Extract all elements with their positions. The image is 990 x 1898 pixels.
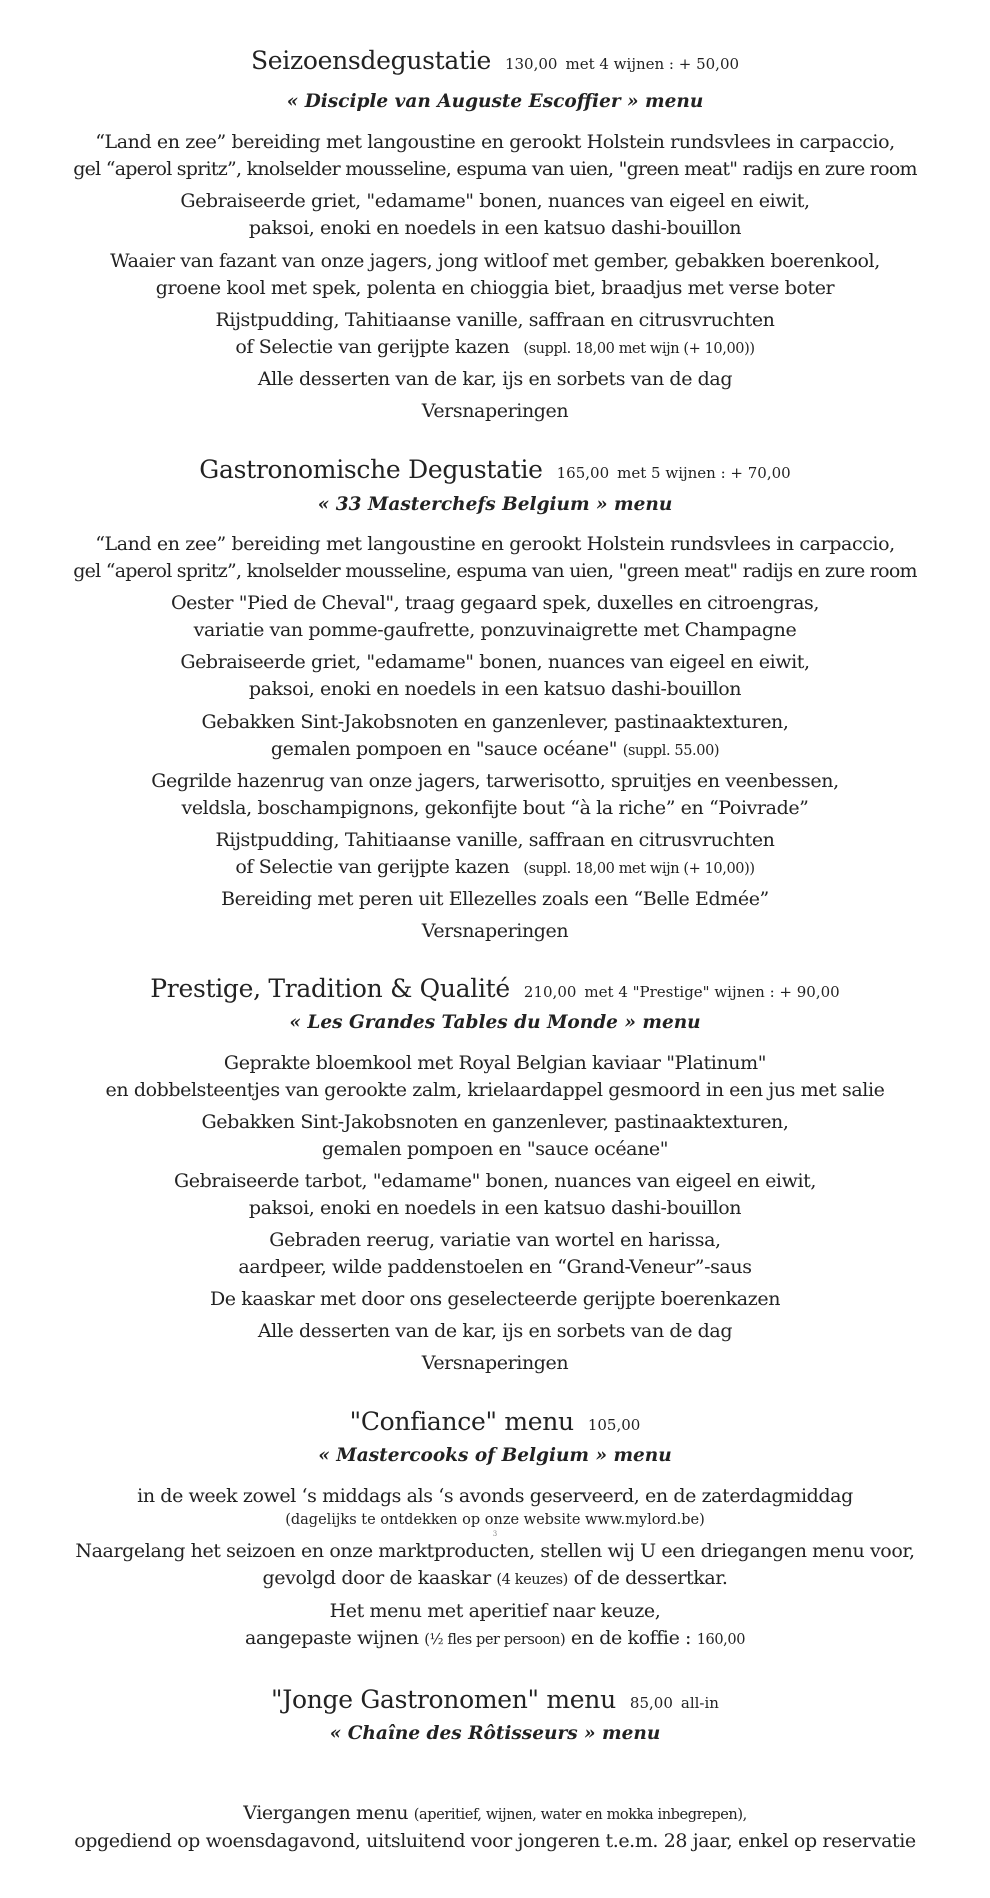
section-2-line-12 [0, 856, 990, 878]
section-4-line-5 [0, 1627, 990, 1649]
section-4-line-3 [0, 1567, 990, 1589]
section-5-heading [0, 1685, 990, 1714]
section-3-line-11: Versnaperingen [421, 1352, 569, 1374]
section-1-wine-price: met 4 wijnen : + 50,00 [565, 55, 740, 73]
section-4-heading [0, 1407, 990, 1436]
section-2-line-11: Rijstpudding, Tahitiaanse vanille, saffraan en citrusvruchten [215, 829, 775, 851]
section-3-line-10: Alle desserten van de kar, ijs en sorbets van de dag [257, 1320, 733, 1342]
section-3-line-8: aardpeer, wilde paddenstoelen en “Grand-Veneur”-saus [238, 1256, 752, 1278]
section-2-line-9: Gegrilde hazenrug van onze jagers, tarwerisotto, spruitjes en veenbessen, [151, 770, 839, 792]
section-1-title: Seizoensdegustatie [250, 46, 491, 75]
section-2-cheese-line: of Selectie van gerijpte kazen [235, 856, 510, 878]
section-5-title: "Jonge Gastronomen" menu [271, 1685, 616, 1714]
section-1-line-2: gel “aperol spritz”, knolselder mousseline, espuma van uien, "green meat" radijs en zure room [73, 158, 917, 180]
section-5-allin: all-in [680, 1694, 719, 1712]
section-4-price: 105,00 [587, 1416, 641, 1434]
section-1-line-9: Alle desserten van de kar, ijs en sorbets van de dag [257, 368, 733, 390]
section-4-title: "Confiance" menu [349, 1407, 574, 1436]
section-2-line-4: variatie van pomme-gaufrette, ponzuvinaigrette met Champagne [193, 619, 797, 641]
section-4-line-1: in de week zowel ‘s middags als ‘s avonds geserveerd, en de zaterdagmiddag [137, 1485, 853, 1507]
section-2-line-7: Gebakken Sint-Jakobsnoten en ganzenlever, pastinaaktexturen, [201, 711, 789, 733]
section-2-line-3: Oester "Pied de Cheval", traag gegaard spek, duxelles en citroengras, [170, 592, 820, 614]
section-1-cheese-supplement: (suppl. 18,00 met wijn (+ 10,00)) [523, 341, 755, 357]
section-3-line-2: en dobbelsteentjes van gerookte zalm, krielaardappel gesmoord in een jus met salie [105, 1079, 885, 1101]
section-5-subtitle: « Chaîne des Rôtisseurs » menu [329, 1723, 661, 1744]
section-1-line-4: paksoi, enoki en noedels in een katsuo dashi-bouillon [248, 217, 742, 239]
section-2-line-13: Bereiding met peren uit Ellezelles zoals een “Belle Edmée” [221, 888, 769, 910]
section-4-dessert-cart: of de dessertkar. [573, 1567, 728, 1589]
section-4-bottle-note: (½ fles per persoon) [424, 1632, 566, 1648]
section-2-scallop-line: gemalen pompoen en "sauce océane" [270, 738, 618, 760]
section-2-price: 165,00 [556, 464, 610, 482]
section-3-subtitle: « Les Grandes Tables du Monde » menu [289, 1012, 701, 1033]
section-1-price: 130,00 [504, 55, 558, 73]
section-1-cheese-line: of Selectie van gerijpte kazen [235, 336, 510, 358]
section-2-line-1: “Land en zee” bereiding met langoustine en gerookt Holstein rundsvlees in carpaccio, [95, 533, 895, 555]
section-3-line-7: Gebraden reerug, variatie van wortel en harissa, [269, 1229, 721, 1251]
section-1-line-5: Waaier van fazant van onze jagers, jong witloof met gember, gebakken boerenkool, [110, 250, 880, 272]
section-4-pairing-price: 160,00 [696, 1632, 746, 1648]
section-3-line-4: gemalen pompoen en "sauce océane" [321, 1138, 669, 1160]
section-4-line-2: Naargelang het seizoen en onze marktproducten, stellen wij U een driegangen menu voor, [75, 1540, 915, 1562]
section-2-line-5: Gebraiseerde griet, "edamame" bonen, nuances van eigeel en eiwit, [180, 651, 810, 673]
section-3-line-6: paksoi, enoki en noedels in een katsuo dashi-bouillon [248, 1197, 742, 1219]
section-2-line-2: gel “aperol spritz”, knolselder mousseline, espuma van uien, "green meat" radijs en zure room [73, 560, 917, 582]
section-5-line-1 [0, 1802, 990, 1824]
section-1-line-1: “Land en zee” bereiding met langoustine en gerookt Holstein rundsvlees in carpaccio, [95, 131, 895, 153]
section-3-line-5: Gebraiseerde tarbot, "edamame" bonen, nuances van eigeel en eiwit, [173, 1170, 817, 1192]
section-1-subtitle: « Disciple van Auguste Escoffier » menu [286, 91, 704, 112]
section-1-line-8 [0, 336, 990, 358]
section-2-heading [0, 455, 990, 484]
section-4-choices: (4 keuzes) [496, 1572, 568, 1588]
section-3-price: 210,00 [523, 983, 577, 1001]
section-3-wine-price: met 4 "Prestige" wijnen : + 90,00 [584, 983, 840, 1001]
section-5-included: (aperitief, wijnen, water en mokka inbegrepen), [413, 1807, 747, 1823]
section-3-heading [0, 974, 990, 1003]
section-4-website-note: (dagelijks te ontdekken op onze website www.mylord.be) [285, 1512, 705, 1528]
section-3-line-3: Gebakken Sint-Jakobsnoten en ganzenlever, pastinaaktexturen, [201, 1111, 789, 1133]
section-2-cheese-supplement: (suppl. 18,00 met wijn (+ 10,00)) [523, 861, 755, 877]
section-4-pairing-wines: aangepaste wijnen [244, 1627, 419, 1649]
section-2-line-14: Versnaperingen [421, 920, 569, 942]
section-3-line-9: De kaaskar met door ons geselecteerde gerijpte boerenkazen [209, 1288, 781, 1310]
section-2-line-8 [0, 738, 990, 760]
section-2-line-6: paksoi, enoki en noedels in een katsuo dashi-bouillon [248, 678, 742, 700]
section-1-line-3: Gebraiseerde griet, "edamame" bonen, nuances van eigeel en eiwit, [180, 190, 810, 212]
page-number: 3 [492, 1530, 498, 1538]
section-2-wine-price: met 5 wijnen : + 70,00 [617, 464, 791, 482]
section-4-coffee: en de koffie : [570, 1627, 692, 1649]
section-2-line-10: veldsla, boschampignons, gekonfijte bout “à la riche” en “Poivrade” [181, 797, 809, 819]
section-4-cheese-cart: gevolgd door de kaaskar [262, 1567, 491, 1589]
section-1-line-10: Versnaperingen [421, 400, 569, 422]
section-3-line-1: Geprakte bloemkool met Royal Belgian kaviaar "Platinum" [223, 1052, 767, 1074]
section-2-subtitle: « 33 Masterchefs Belgium » menu [317, 494, 673, 515]
section-5-price: 85,00 [629, 1694, 673, 1712]
section-4-line-4: Het menu met aperitief naar keuze, [329, 1600, 661, 1622]
section-2-scallop-supplement: (suppl. 55.00) [622, 743, 720, 759]
section-4-subtitle: « Mastercooks of Belgium » menu [318, 1445, 672, 1466]
section-2-title: Gastronomische Degustatie [199, 455, 543, 484]
section-3-title: Prestige, Tradition & Qualité [150, 974, 510, 1003]
section-5-line-2: opgediend op woensdagavond, uitsluitend voor jongeren t.e.m. 28 jaar, enkel op reservatie [74, 1830, 916, 1852]
section-1-line-6: groene kool met spek, polenta en chioggia biet, braadjus met verse boter [155, 277, 835, 299]
section-5-course-count: Viergangen menu [243, 1802, 409, 1824]
section-1-line-7: Rijstpudding, Tahitiaanse vanille, saffraan en citrusvruchten [215, 309, 775, 331]
section-1-heading [0, 46, 990, 75]
